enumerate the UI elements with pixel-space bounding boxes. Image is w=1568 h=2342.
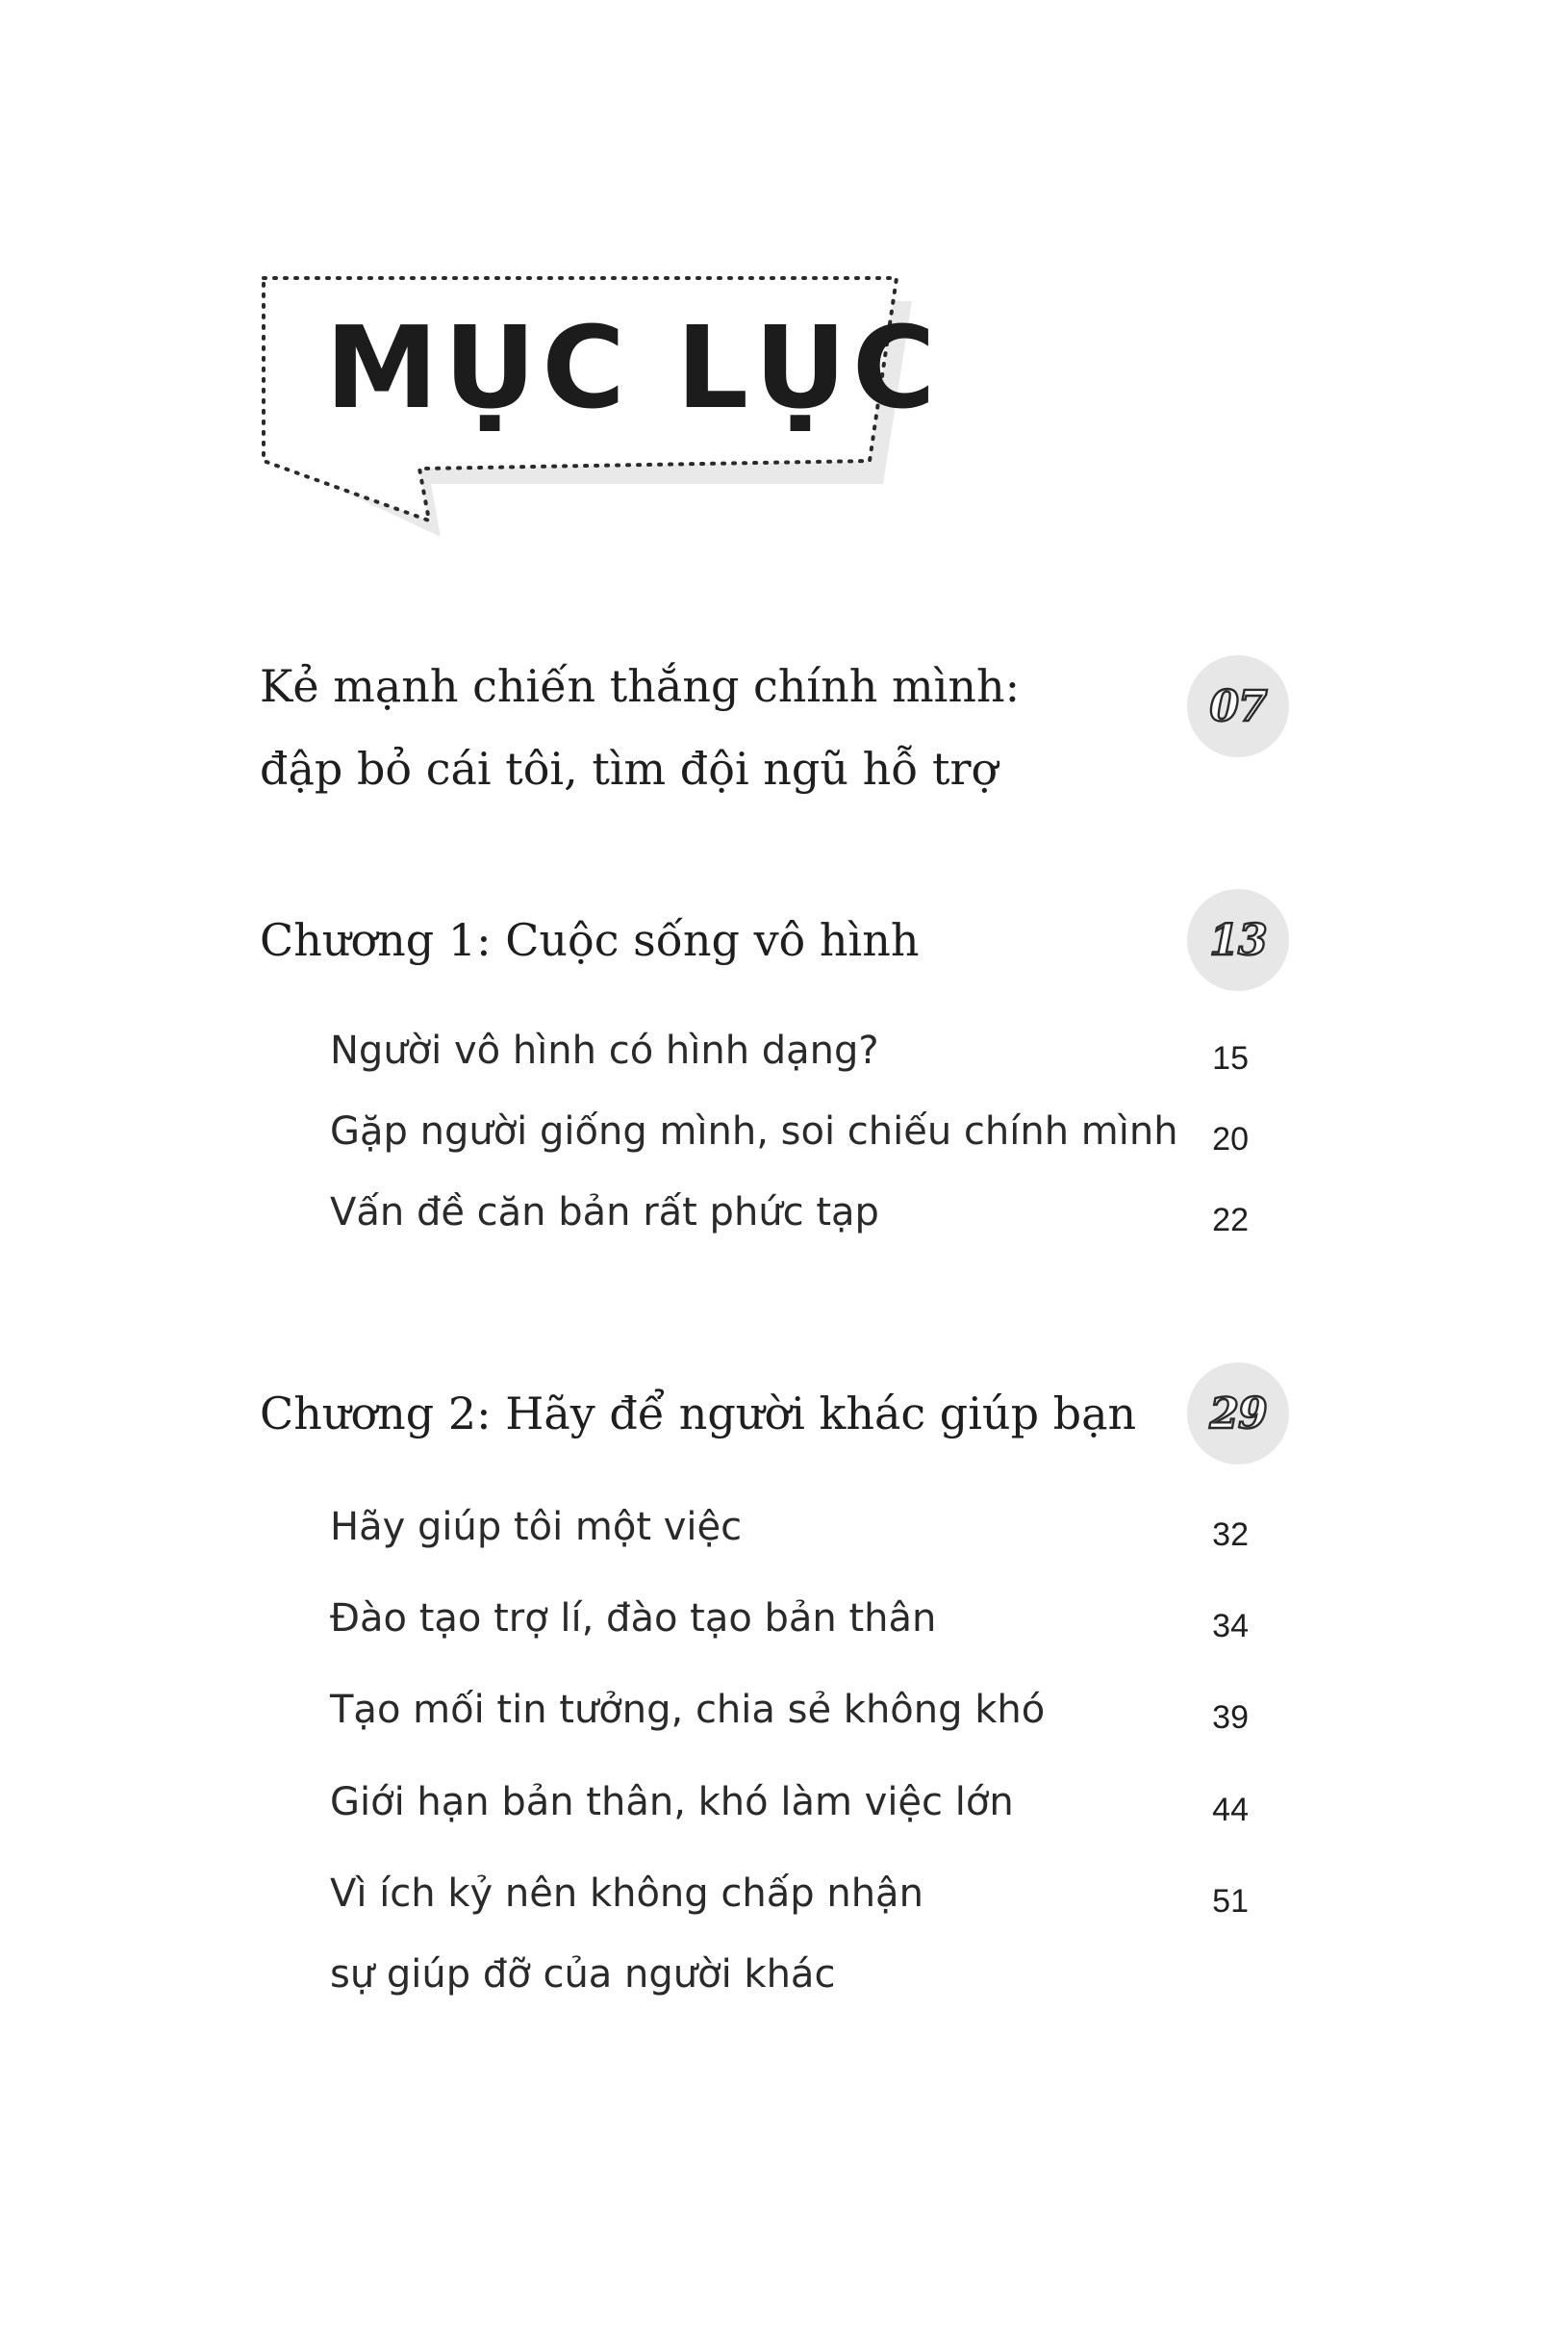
section-page-number: 32 [1212,1516,1249,1553]
section-page-number: 20 [1212,1121,1249,1158]
toc-section[interactable] [330,1172,1249,1253]
section-page-number: 51 [1212,1883,1249,1920]
section-page-number: 22 [1212,1202,1249,1238]
section-title: Tạo mối tin tưởng, chia sẻ không khó [330,1688,1046,1732]
section-title-line-2: sự giúp đỡ của người khác [330,1952,836,1997]
page-title: MỤC LỤC [325,301,942,434]
chapter-2-title: Chương 2: Hãy để người khác giúp bạn [260,1387,1137,1439]
section-page-number: 39 [1212,1699,1249,1736]
chapter-2-page-badge [1187,1362,1289,1464]
section-title: Hãy giúp tôi một việc [330,1505,743,1549]
toc-section[interactable] [330,1578,1249,1659]
toc-section[interactable] [330,1487,1249,1567]
toc-section[interactable] [330,1010,1249,1091]
toc-intro-entry[interactable] [260,645,1289,818]
title-speech-bubble [258,272,942,547]
section-page-number: 15 [1212,1040,1249,1077]
section-title: Giới hạn bản thân, khó làm việc lớn [330,1780,1014,1824]
toc-section[interactable] [330,1762,1249,1843]
chapter-1-page-number: 13 [1209,915,1267,965]
chapter-1-page-badge [1187,889,1289,991]
section-title-line-1: Vì ích kỷ nên không chấp nhận [330,1871,923,1916]
chapter-1-title: Chương 1: Cuộc sống vô hình [260,914,920,966]
toc-chapter-2[interactable] [260,1362,1289,1464]
intro-page-number: 07 [1209,681,1267,731]
intro-title-line-2: đập bỏ cái tôi, tìm đội ngũ hỗ trợ [260,743,999,795]
section-title: Người vô hình có hình dạng? [330,1029,879,1073]
intro-title-line-1: Kẻ mạnh chiến thắng chính mình: [260,660,1021,712]
section-title: Đào tạo trợ lí, đào tạo bản thân [330,1596,937,1641]
section-title: Vấn đề căn bản rất phức tạp [330,1190,879,1235]
toc-section[interactable] [330,1669,1249,1750]
section-title: Gặp người giống mình, soi chiếu chính mình [330,1109,1178,1154]
toc-section[interactable] [330,1091,1249,1172]
section-page-number: 44 [1212,1792,1249,1828]
intro-page-badge [1187,655,1289,757]
toc-section[interactable] [330,1853,1249,2015]
toc-chapter-1[interactable] [260,889,1289,991]
section-page-number: 34 [1212,1608,1249,1644]
chapter-2-page-number: 29 [1209,1388,1267,1438]
